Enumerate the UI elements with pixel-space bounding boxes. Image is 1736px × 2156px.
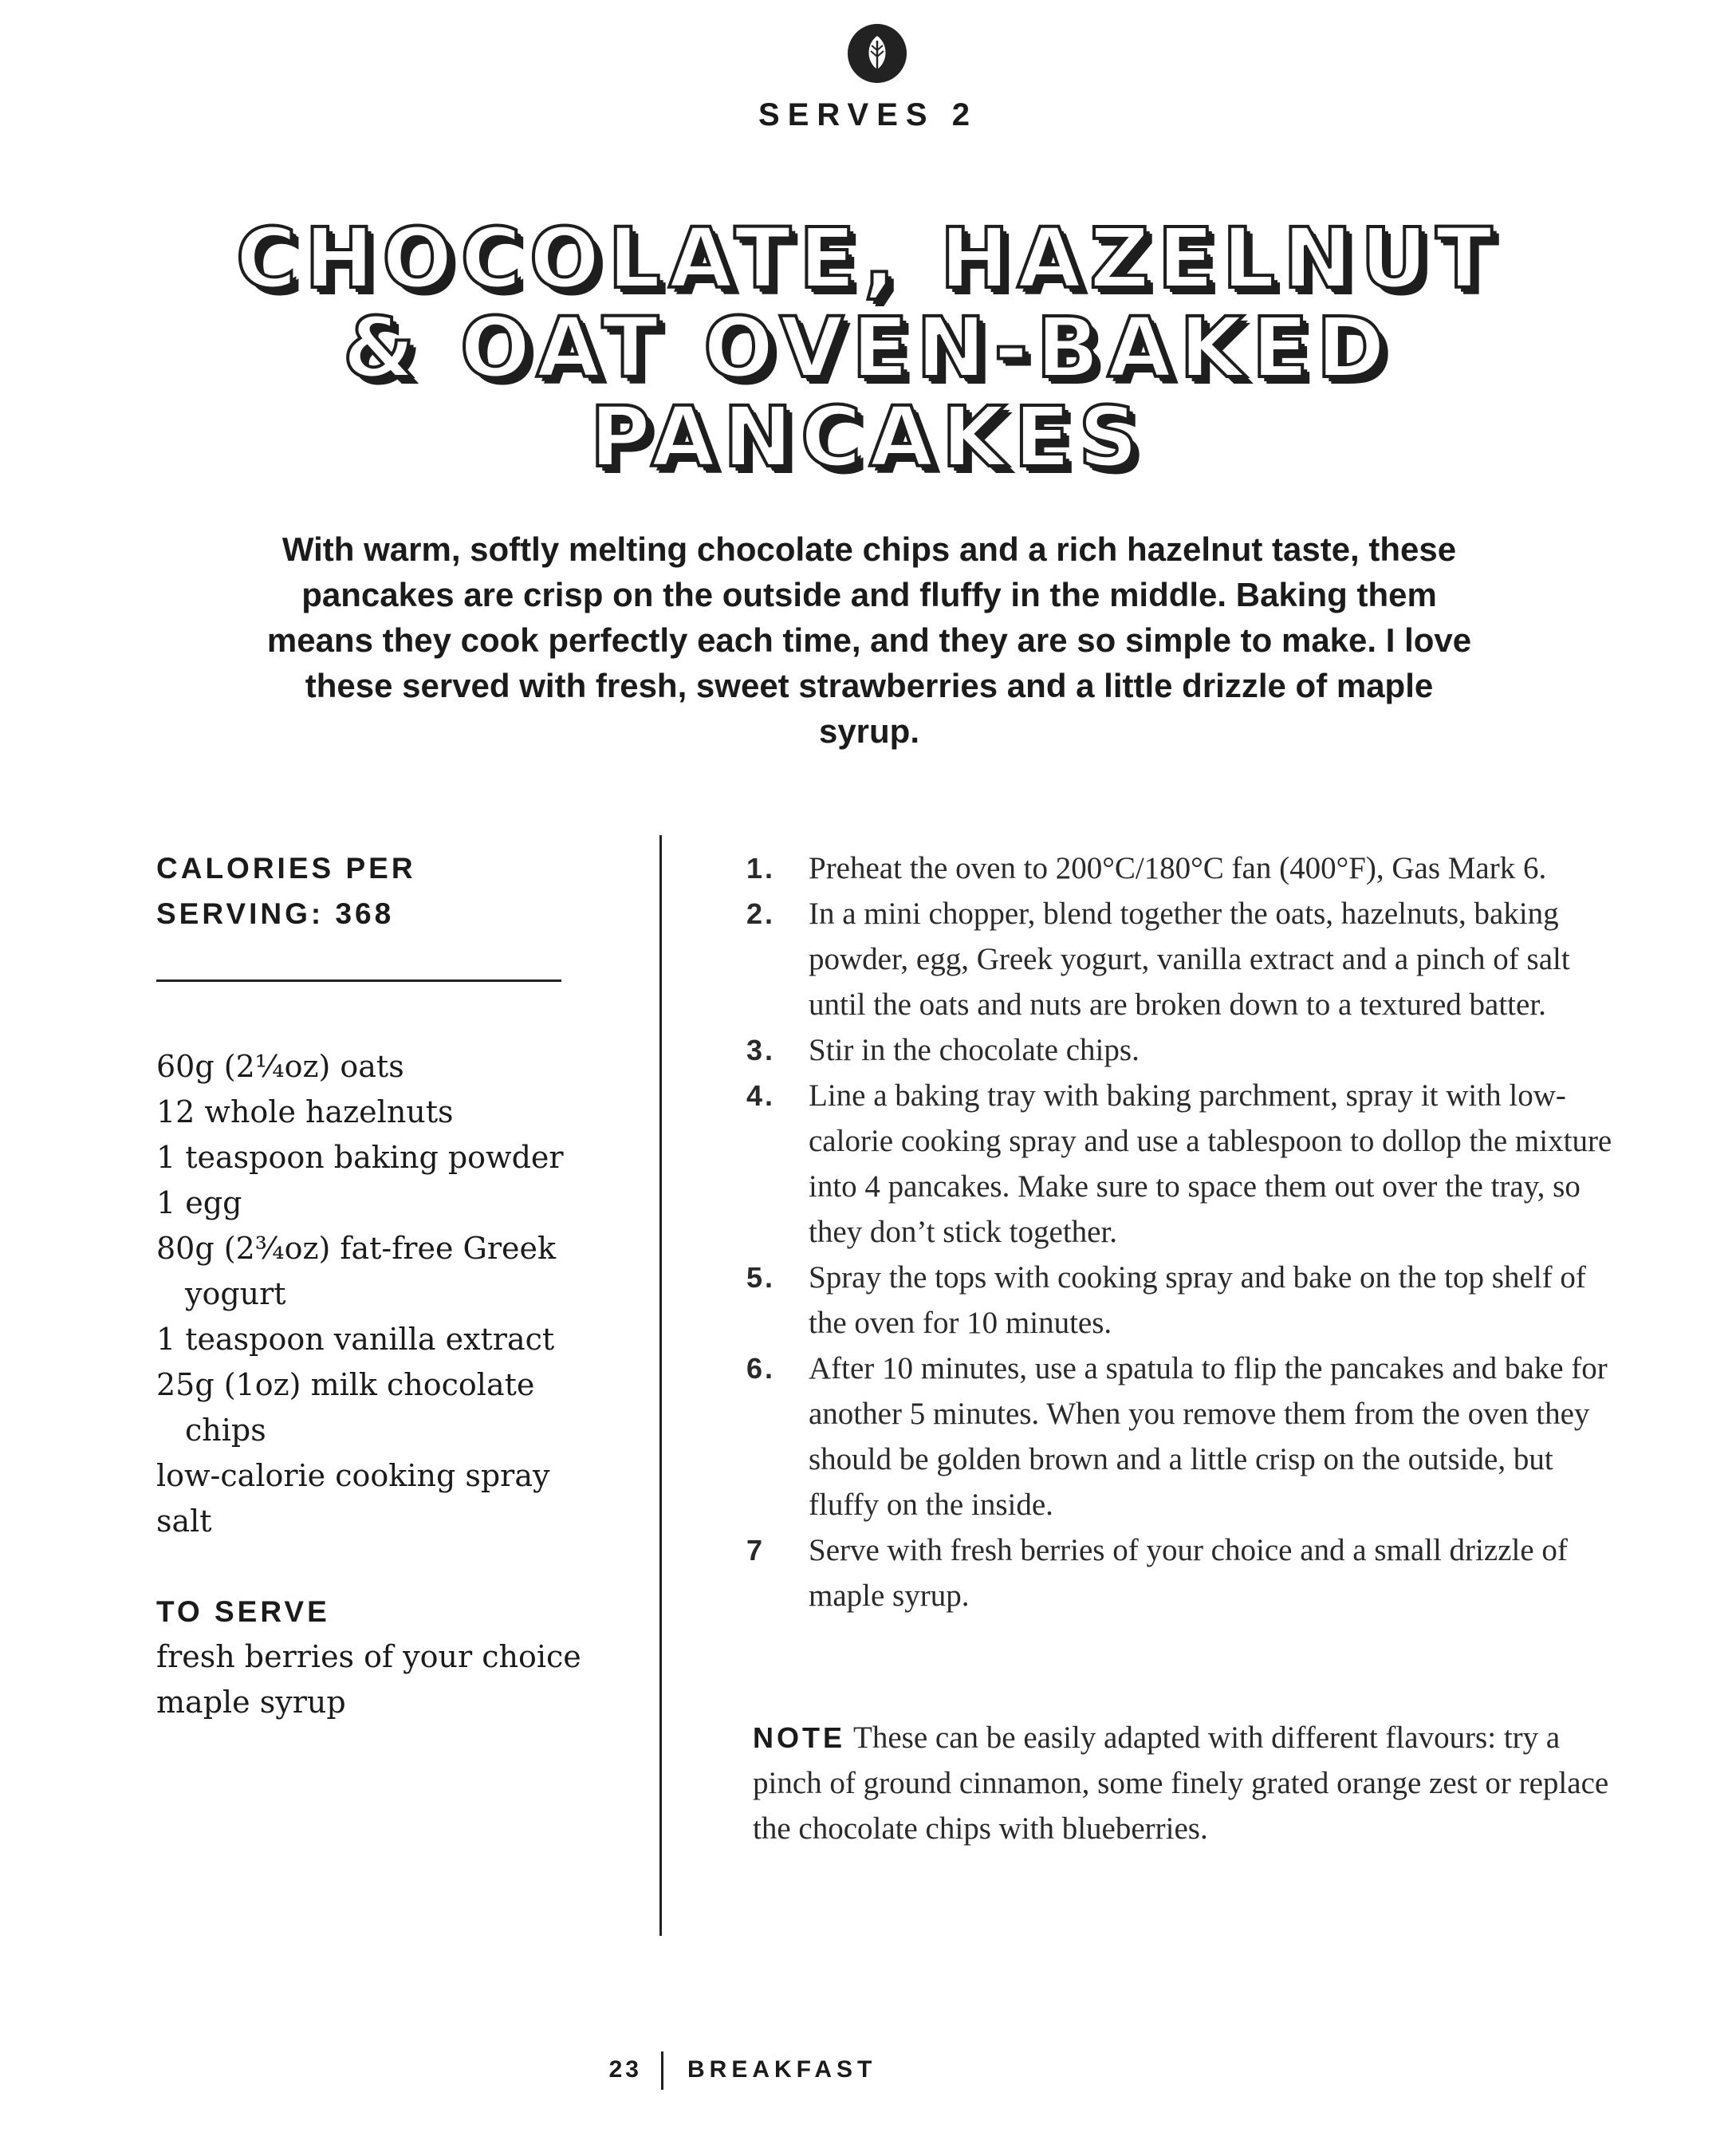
ingredient-item: 25g (1oz) milk chocolate chips xyxy=(156,1367,535,1448)
serves-label-wrap xyxy=(0,97,1736,161)
ingredient-item: 60g (2¼oz) oats xyxy=(156,1049,404,1084)
method-step xyxy=(746,1255,1616,1346)
to-serve-item: fresh berries of your choice xyxy=(156,1639,581,1674)
leaf-badge xyxy=(848,24,907,83)
title-line-3: PANCAKES xyxy=(589,388,1147,486)
leaf-icon xyxy=(861,34,893,73)
recipe-intro: With warm, softly melting chocolate chips and a rich hazelnut taste, these pancakes are crisp on the outside and fluffy in the middle. Baking them means they cook perfectly each time, and they are so simple to make. I love these served with fresh, sweet strawberries and a little drizzle of maple syrup. xyxy=(266,530,1472,750)
step-text: After 10 minutes, use a spatula to flip the pancakes and bake for another 5 minutes. When you remove them from the oven they should be golden brown and a little crisp on the outside, but fluffy on the inside. xyxy=(809,1351,1608,1522)
step-number: 6. xyxy=(746,1352,776,1385)
method-step xyxy=(746,1027,1616,1073)
step-number: 3. xyxy=(746,1034,776,1066)
step-number: 2. xyxy=(746,897,776,930)
to-serve-heading: TO SERVE xyxy=(156,1595,330,1628)
method-step xyxy=(746,891,1616,1027)
step-text: Preheat the oven to 200°C/180°C fan (400°F), Gas Mark 6. xyxy=(809,851,1547,885)
method-steps xyxy=(746,845,1616,1618)
note-label: NOTE xyxy=(753,1721,846,1754)
step-number: 7 xyxy=(746,1534,766,1567)
ingredient-item: 80g (2¾oz) fat-free Greek yogurt xyxy=(156,1231,557,1311)
step-text: In a mini chopper, blend together the oats, hazelnuts, baking powder, egg, Greek yogurt, vanilla extract and a pinch of salt until the oats and nuts are broken down to a textured batter. xyxy=(809,897,1570,1022)
step-text: Line a baking tray with baking parchment, spray it with low-calorie cooking spray and use a tablespoon to dollop the mixture into 4 pancakes. Make sure to space them out over the tray, so they don’t stick together. xyxy=(809,1078,1612,1249)
section-name: BREAKFAST xyxy=(687,2056,877,2083)
step-text: Stir in the chocolate chips. xyxy=(809,1033,1140,1067)
method-step xyxy=(746,1527,1616,1618)
footer-divider xyxy=(661,2052,663,2090)
step-number: 1. xyxy=(746,852,776,885)
calories-line-1: CALORIES PER xyxy=(156,852,416,885)
method-step xyxy=(746,1346,1616,1527)
ingredient-item: salt xyxy=(156,1504,212,1539)
recipe-note xyxy=(753,1715,1616,1851)
recipe-title xyxy=(144,210,1592,486)
page-footer xyxy=(0,2052,1736,2093)
column-divider xyxy=(659,835,662,1936)
step-number: 4. xyxy=(746,1079,776,1112)
ingredient-item: 1 egg xyxy=(156,1185,242,1220)
ingredient-item: 1 teaspoon vanilla extract xyxy=(156,1322,555,1357)
step-text: Serve with fresh berries of your choice and a small drizzle of maple syrup. xyxy=(809,1533,1568,1613)
step-text: Spray the tops with cooking spray and bake on the top shelf of the oven for 10 minutes. xyxy=(809,1260,1586,1340)
calories-divider xyxy=(156,979,561,982)
ingredient-item: low-calorie cooking spray xyxy=(156,1458,550,1493)
note-text: These can be easily adapted with different flavours: try a pinch of ground cinnamon, some finely grated orange zest or replace the chocolate chips with blueberries. xyxy=(753,1720,1609,1846)
calories-line-2: SERVING: 368 xyxy=(156,897,395,930)
ingredient-item: 1 teaspoon baking powder xyxy=(156,1140,564,1175)
step-number: 5. xyxy=(746,1261,776,1294)
to-serve-list xyxy=(156,1634,603,1725)
calories-label xyxy=(156,845,603,936)
to-serve-item: maple syrup xyxy=(156,1685,346,1720)
ingredient-item: 12 whole hazelnuts xyxy=(156,1094,454,1129)
title-line-2: & OAT OVEN-BAKED xyxy=(342,299,1394,396)
method-step xyxy=(746,845,1616,891)
serves-label: SERVES 2 xyxy=(758,97,978,132)
page-number: 23 xyxy=(608,2056,642,2083)
title-line-1: CHOCOLATE, HAZELNUT xyxy=(235,210,1501,307)
method-step xyxy=(746,1073,1616,1255)
ingredients-list xyxy=(156,1044,603,1544)
ingredients-column xyxy=(156,845,603,1725)
